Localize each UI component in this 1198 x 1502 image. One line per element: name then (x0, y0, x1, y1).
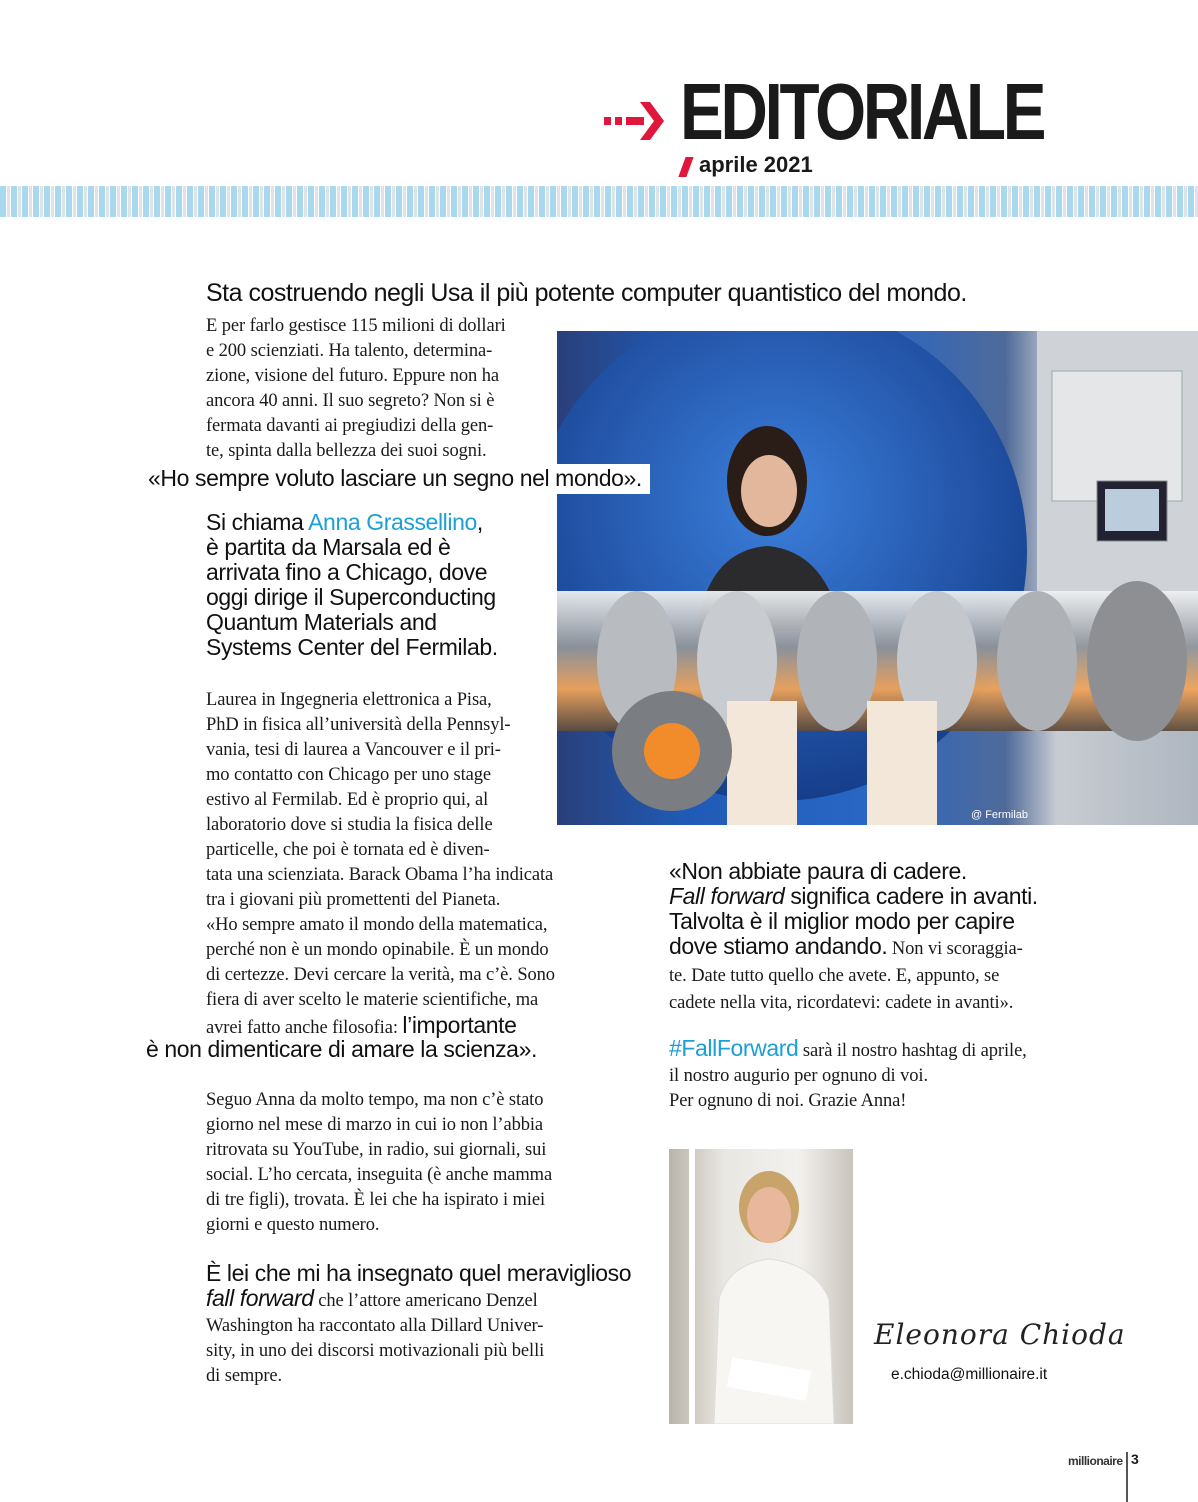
highlight-text: è non dimenticare di amare la scienza». (146, 1036, 537, 1062)
footer-divider (1126, 1452, 1128, 1502)
text-line: tata una scienziata. Barack Obama l’ha indicata (206, 865, 554, 885)
text-line: laboratorio dove si studia la fisica delle (206, 815, 493, 835)
headline: Sta costruendo negli Usa il più potente computer quantistico del mondo. (206, 279, 967, 307)
quote-block (669, 859, 1038, 1016)
slash-icon (678, 157, 693, 177)
text-line: di certezze. Devi cercare la verità, ma c’è. Sono (206, 965, 555, 985)
text-line: Systems Center del Fermilab. (206, 634, 498, 660)
text-run: che l’attore americano Denzel (313, 1291, 538, 1311)
text-line: zione, visione del futuro. Eppure non ha (206, 366, 499, 386)
text-line: vania, tesi di laurea a Vancouver e il pri- (206, 740, 501, 760)
text-line: il nostro augurio per ognuno di voi. (669, 1066, 928, 1086)
highlight-heading: È lei che mi ha insegnato quel meraviglioso (204, 1259, 637, 1287)
text-line: giorno nel mese di marzo in cui io non l’abbia (206, 1115, 544, 1135)
text-line: tra i giovani più promettenti del Pianeta. (206, 890, 501, 910)
text-run: Si chiama (206, 509, 309, 535)
issue-date: aprile 2021 (699, 152, 813, 177)
highlight-text: l’importante (402, 1012, 517, 1038)
text-line: mo contatto con Chicago per uno stage (206, 765, 492, 785)
text-line: e 200 scienziati. Ha talento, determina- (206, 341, 493, 361)
text-line: oggi dirige il Superconducting (206, 584, 496, 610)
text-line: estivo al Fermilab. Ed è proprio qui, al (206, 790, 489, 810)
body-paragraph (206, 1088, 552, 1238)
text-line: Per ognuno di noi. Grazie Anna! (669, 1091, 907, 1111)
text-line: Quantum Materials and (206, 609, 437, 635)
text-line: fiera di aver scelto le materie scientifiche, ma (206, 990, 539, 1010)
body-paragraph (206, 688, 555, 1013)
text-line: perché non è un mondo opinabile. È un mondo (206, 940, 549, 960)
text-line: di tre figli), trovata. È lei che ha ispirato i miei (206, 1190, 545, 1210)
text-line: ritrovata su YouTube, in radio, sui giornali, sui (206, 1140, 547, 1160)
arrow-icon (604, 100, 664, 144)
italic-phrase: Fall forward (669, 883, 785, 909)
intro-paragraph (206, 314, 506, 464)
text-line: PhD in fisica all’università della Pennsyl- (206, 715, 511, 735)
bio-block (206, 510, 498, 660)
section-title: EDITORIALE (680, 67, 1044, 156)
text-line: fermata davanti ai pregiudizi della gen- (206, 416, 494, 436)
text-line: te. Date tutto quello che avete. E, appunto, se (669, 966, 1000, 986)
text-run: dove stiamo andando. (669, 933, 888, 959)
page-number: 3 (1131, 1451, 1139, 1467)
text-line: ancora 40 anni. Il suo segreto? Non si è (206, 391, 495, 411)
photo-credit: @ Fermilab (970, 809, 1028, 821)
text-line: Laurea in Ingegneria elettronica a Pisa, (206, 690, 492, 710)
text-line: di sempre. (206, 1366, 283, 1386)
text-run: , (476, 509, 483, 535)
body-paragraph (206, 1286, 544, 1389)
hashtag-block (669, 1036, 1027, 1114)
text-line: Washington ha raccontato alla Dillard Univer- (206, 1316, 544, 1336)
author-photo (669, 1149, 853, 1424)
text-run: avrei fatto anche filosofia: (206, 1018, 403, 1038)
text-line: sity, in uno dei discorsi motivazionali più belli (206, 1341, 545, 1361)
text-line: giorni e questo numero. (206, 1215, 380, 1235)
italic-phrase: fall forward (206, 1285, 314, 1311)
person-name: Anna Grassellino (308, 509, 477, 535)
text-run: sarà il nostro hashtag di aprile, (798, 1041, 1027, 1061)
text-line: social. L’ho cercata, inseguita (è anche mamma (206, 1165, 553, 1185)
author-signature: Eleonora Chioda (874, 1318, 1126, 1351)
text-line: te, spinta dalla bellezza dei suoi sogni. (206, 441, 487, 461)
text-line: particelle, che poi è tornata ed è diven- (206, 840, 490, 860)
text-line: cadete nella vita, ricordatevi: cadete in avanti». (669, 993, 1014, 1013)
text-line: E per farlo gestisce 115 milioni di dollari (206, 316, 506, 336)
text-line: Seguo Anna da molto tempo, ma non c’è stato (206, 1090, 544, 1110)
decorative-stripe-band (0, 186, 1198, 217)
hashtag: #FallForward (669, 1035, 799, 1061)
text-line: arrivata fino a Chicago, dove (206, 559, 488, 585)
pull-quote: «Ho sempre voluto lasciare un segno nel mondo». (146, 464, 650, 494)
author-email[interactable]: e.chioda@millionaire.it (891, 1366, 1048, 1383)
text-run: Non vi scoraggia- (887, 939, 1023, 959)
text-run: significa cadere in avanti. (784, 883, 1038, 909)
text-line: «Non abbiate paura di cadere. (669, 858, 967, 884)
text-line: Talvolta è il miglior modo per capire (669, 908, 1015, 934)
text-line: «Ho sempre amato il mondo della matematica, (206, 915, 548, 935)
text-line: è partita da Marsala ed è (206, 534, 451, 560)
main-photo (557, 331, 1198, 825)
footer-brand: millionaire (1068, 1454, 1123, 1468)
